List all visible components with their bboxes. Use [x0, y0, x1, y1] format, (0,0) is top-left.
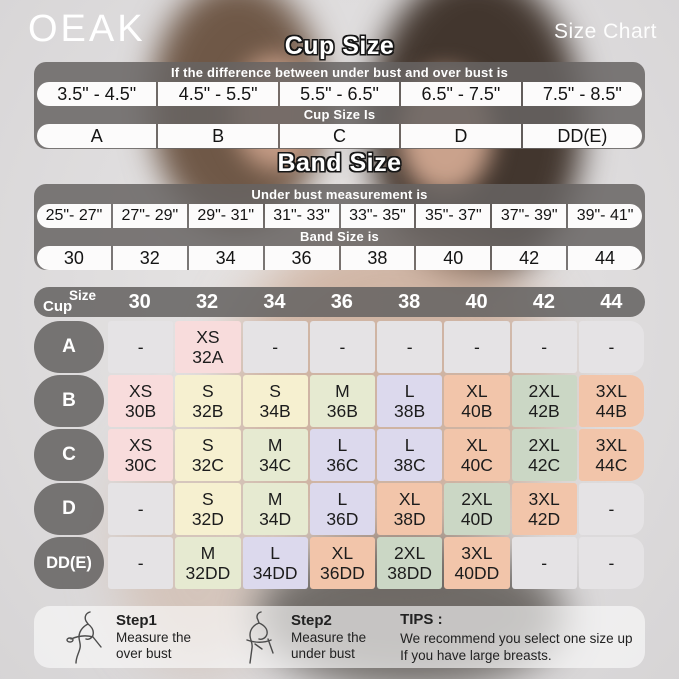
matrix-cell-empty: - [108, 537, 173, 589]
step2-block [237, 610, 366, 664]
matrix-cell: L 38B [377, 375, 442, 427]
cup-range-cell: 4.5" - 5.5" [158, 82, 277, 106]
band-range-cell: 37"- 39" [492, 204, 566, 228]
band-value-cell: 38 [341, 246, 415, 270]
matrix-cell: 2XL 42C [512, 429, 577, 481]
matrix-cell: L 38C [377, 429, 442, 481]
cup-size-title: Cup Size [284, 32, 395, 60]
band-range-cell: 25"- 27" [37, 204, 111, 228]
matrix-cell: S 32D [175, 483, 240, 535]
footer-bar [34, 606, 645, 668]
measure-under-bust-icon [237, 610, 281, 664]
matrix-cell: 2XL 38DD [377, 537, 442, 589]
band-range-row [37, 204, 642, 228]
matrix-row-label: C [34, 429, 104, 481]
matrix-cell: L 34DD [243, 537, 308, 589]
matrix-cell: M 34C [243, 429, 308, 481]
band-range-cell: 35"- 37" [416, 204, 490, 228]
tips-block [400, 611, 632, 664]
cup-value-cell: DD(E) [523, 124, 642, 148]
matrix-cell-empty: - [512, 537, 577, 589]
band-value-cell: 40 [416, 246, 490, 270]
matrix-row [34, 321, 645, 373]
matrix-cell-empty: - [243, 321, 308, 373]
matrix-row-label: A [34, 321, 104, 373]
matrix-cell: L 36C [310, 429, 375, 481]
matrix-row-label: D [34, 483, 104, 535]
cup-value-cell: B [158, 124, 277, 148]
cup-value-cell: D [401, 124, 520, 148]
matrix-cell: M 36B [310, 375, 375, 427]
matrix-cell: 3XL 44C [579, 429, 644, 481]
brand-logo: OEAK [28, 8, 146, 50]
band-value-cell: 42 [492, 246, 566, 270]
matrix-column-header: 42 [532, 290, 556, 313]
matrix-cell: S 32B [175, 375, 240, 427]
tips-title: TIPS : [400, 610, 443, 628]
matrix-cell: XS 30B [108, 375, 173, 427]
band-value-row [37, 246, 642, 270]
matrix-cell: XL 36DD [310, 537, 375, 589]
band-range-cell: 31"- 33" [265, 204, 339, 228]
matrix-cell: XL 40B [444, 375, 509, 427]
matrix-cell-empty: - [512, 321, 577, 373]
matrix-column-header: 30 [128, 290, 151, 313]
step1-line1: Measure the [116, 630, 192, 645]
band-value-cell: 32 [113, 246, 187, 270]
matrix-cell: L 36D [310, 483, 375, 535]
step1-line2: over bust [116, 646, 172, 661]
corner-size-label: Size [69, 288, 97, 303]
band-range-cell: 27"- 29" [113, 204, 187, 228]
matrix-cell: 2XL 42B [512, 375, 577, 427]
band-range-cell: 33"- 35" [341, 204, 415, 228]
step2-title: Step2 [291, 612, 332, 629]
tips-line2: If you have large breasts. [400, 647, 552, 663]
corner-cup-label: Cup [43, 298, 73, 315]
matrix-column-headers [106, 291, 645, 314]
matrix-row [34, 483, 645, 535]
matrix-cell-empty: - [108, 483, 173, 535]
matrix-cell-empty: - [444, 321, 509, 373]
cup-value-row [37, 124, 642, 148]
step2-line2: under bust [291, 646, 355, 661]
tips-line1: We recommend you select one size up [400, 630, 633, 646]
matrix-column-header: 38 [398, 290, 421, 313]
matrix-cell: 3XL 42D [512, 483, 577, 535]
matrix-cell: XL 40C [444, 429, 509, 481]
band-size-table [34, 184, 645, 270]
matrix-row [34, 375, 645, 427]
cup-range-row [37, 82, 642, 106]
matrix-cell-empty: - [579, 321, 644, 373]
matrix-cell-empty: - [579, 537, 644, 589]
band-value-cell: 44 [568, 246, 642, 270]
matrix-cell: XL 38D [377, 483, 442, 535]
cup-range-cell: 5.5" - 6.5" [280, 82, 399, 106]
cup-size-table [34, 62, 645, 149]
band-value-cell: 36 [265, 246, 339, 270]
matrix-cell: S 32C [175, 429, 240, 481]
matrix-cell-empty: - [310, 321, 375, 373]
matrix-cell: 2XL 40D [444, 483, 509, 535]
cup-value-cell: A [37, 124, 156, 148]
size-matrix [34, 321, 645, 591]
cup-condition-label: If the difference between under bust and over bust is [170, 65, 509, 80]
cup-range-cell: 6.5" - 7.5" [401, 82, 520, 106]
matrix-corner-cell [34, 287, 106, 317]
matrix-cell: XS 30C [108, 429, 173, 481]
band-range-cell: 29"- 31" [189, 204, 263, 228]
matrix-cell-empty: - [377, 321, 442, 373]
band-condition-label: Under bust measurement is [251, 187, 428, 202]
matrix-column-header: 32 [195, 290, 219, 313]
cup-result-label: Cup Size Is [303, 107, 376, 122]
band-result-label: Band Size is [300, 229, 379, 244]
band-range-cell: 39"- 41" [568, 204, 642, 228]
matrix-cell: 3XL 40DD [444, 537, 509, 589]
step1-title: Step1 [116, 612, 157, 629]
matrix-header [34, 287, 645, 317]
matrix-column-header: 36 [330, 290, 353, 313]
measure-over-bust-icon [60, 610, 106, 664]
matrix-cell: M 34D [243, 483, 308, 535]
cup-range-cell: 3.5" - 4.5" [37, 82, 156, 106]
matrix-cell: M 32DD [175, 537, 240, 589]
band-value-cell: 30 [37, 246, 111, 270]
matrix-cell: XS 32A [175, 321, 240, 373]
matrix-row-label: B [34, 375, 104, 427]
band-value-cell: 34 [189, 246, 263, 270]
matrix-cell-empty: - [108, 321, 173, 373]
matrix-row [34, 429, 645, 481]
matrix-column-header: 34 [263, 290, 286, 313]
matrix-column-header: 40 [465, 290, 488, 313]
matrix-cell: 3XL 44B [579, 375, 644, 427]
matrix-row [34, 537, 645, 589]
matrix-row-label: DD(E) [34, 537, 104, 589]
cup-value-cell: C [280, 124, 399, 148]
matrix-column-header: 44 [600, 290, 623, 313]
matrix-cell: S 34B [243, 375, 308, 427]
cup-range-cell: 7.5" - 8.5" [523, 82, 642, 106]
step1-block [60, 610, 191, 664]
page-title: Size Chart [553, 20, 657, 43]
band-size-title: Band Size [277, 149, 402, 177]
matrix-cell-empty: - [579, 483, 644, 535]
step2-line1: Measure the [291, 630, 367, 645]
